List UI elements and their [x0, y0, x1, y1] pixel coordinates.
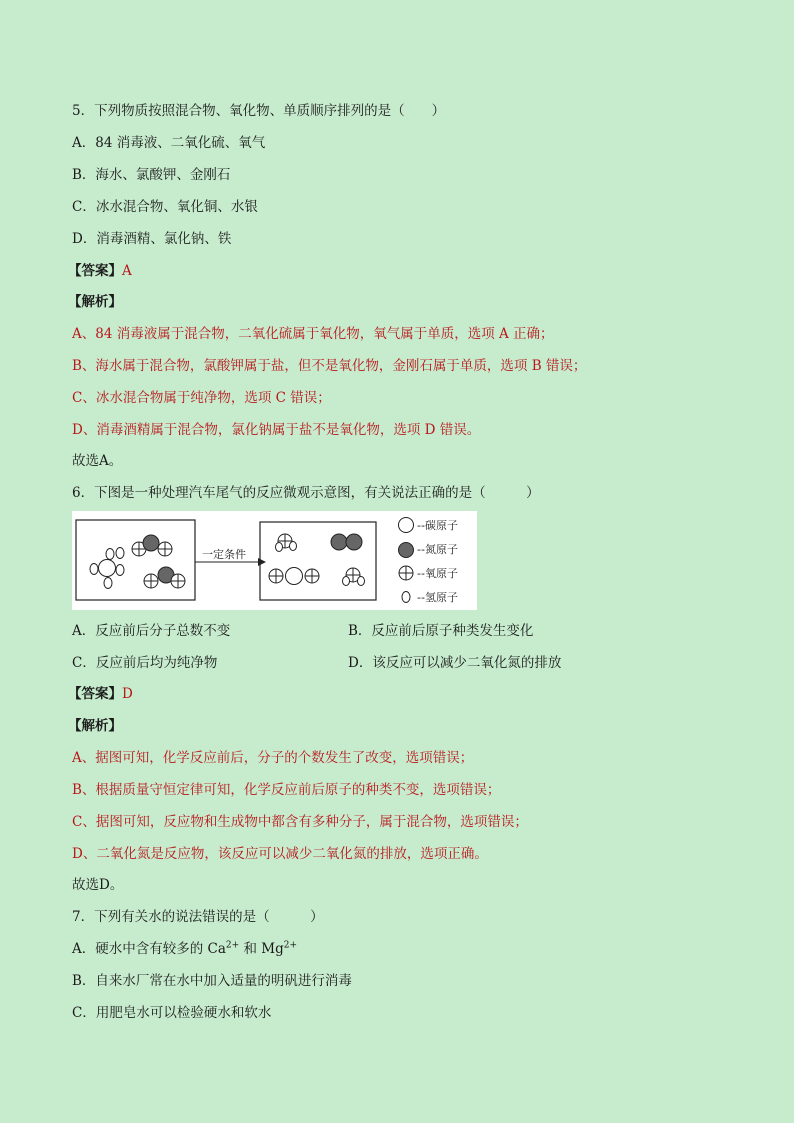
legend-carbon-icon — [399, 518, 414, 533]
legend-hydrogen-icon — [402, 592, 410, 603]
q6-option-b: B．反应前后原子种类发生变化 — [348, 623, 534, 639]
q6-option-c: C．反应前后均为纯净物 — [72, 655, 218, 671]
q7-option-a-mid: 和 Mg — [239, 941, 284, 957]
q7-option-a — [72, 940, 297, 958]
q5-analysis-c: C、冰水混合物属于纯净物，选项 C 错误； — [72, 390, 331, 406]
reactant-molecule-3 — [144, 567, 185, 588]
q5-option-a: A．84 消毒液、二氧化硫、氧气 — [72, 135, 266, 151]
q6-analysis-c: C、据图可知，反应物和生成物中都含有多种分子，属于混合物，选项错误； — [72, 814, 528, 830]
q5-stem: 5．下列物质按照混合物、氧化物、单质顺序排列的是（ ） — [72, 103, 446, 119]
q6-analysis-b: B、根据质量守恒定律可知，化学反应前后原子的种类不变，选项错误； — [72, 782, 501, 798]
product-water-1 — [276, 534, 297, 552]
q5-answer-value: A — [122, 263, 132, 279]
reactant-molecule-2 — [132, 535, 172, 556]
q6-analysis-a: A、据图可知，化学反应前后，分子的个数发生了改变，选项错误； — [72, 750, 474, 766]
q6-conclusion: 故选D。 — [72, 877, 124, 893]
q6-stem: 6．下图是一种处理汽车尾气的反应微观示意图，有关说法正确的是（ ） — [72, 485, 540, 501]
q5-conclusion: 故选A。 — [72, 453, 123, 469]
q5-option-b: B．海水、氯酸钾、金刚石 — [72, 167, 231, 183]
q6-answer-label: 【答案】 — [68, 686, 122, 702]
q5-answer — [68, 262, 132, 280]
legend-nitrogen-label: --氮原子 — [417, 543, 458, 556]
legend-oxygen-label: --氧原子 — [417, 567, 458, 580]
q7-stem: 7．下列有关水的说法错误的是（ ） — [72, 909, 324, 925]
products-box — [260, 522, 376, 600]
q5-analysis-d: D、消毒酒精属于混合物，氯化钠属于盐不是氧化物，选项 D 错误。 — [72, 422, 481, 438]
legend-nitrogen-icon — [399, 543, 414, 558]
q6-option-a: A．反应前后分子总数不变 — [72, 623, 231, 639]
product-water-2 — [343, 568, 365, 586]
reaction-diagram-svg — [72, 511, 477, 610]
q5-option-c: C．冰水混合物、氧化铜、水银 — [72, 199, 258, 215]
q7-option-a-sup2: 2+ — [283, 940, 298, 951]
product-co2 — [269, 568, 319, 585]
q7-option-a-sup1: 2+ — [225, 940, 240, 951]
q6-analysis-d: D、二氧化氮是反应物，该反应可以减少二氧化氮的排放，选项正确。 — [72, 846, 488, 862]
q7-option-a-prefix: A．硬水中含有较多的 Ca — [72, 941, 226, 957]
q5-option-d: D．消毒酒精、氯化钠、铁 — [72, 231, 232, 247]
reaction-diagram — [72, 511, 477, 610]
q6-answer-value: D — [122, 686, 133, 702]
legend-hydrogen-label: --氢原子 — [417, 591, 458, 604]
q5-analysis-label: 【解析】 — [68, 294, 122, 310]
reactant-molecule-1 — [90, 548, 124, 589]
product-n2 — [331, 534, 362, 550]
legend — [399, 518, 414, 603]
q7-option-c: C．用肥皂水可以检验硬水和软水 — [72, 1005, 272, 1021]
q5-analysis-b: B、海水属于混合物，氯酸钾属于盐，但不是氧化物，金刚石属于单质，选项 B 错误； — [72, 358, 587, 374]
arrow-head-icon — [258, 558, 266, 566]
q6-option-d: D．该反应可以减少二氧化氮的排放 — [348, 655, 562, 671]
q7-option-b: B．自来水厂常在水中加入适量的明矾进行消毒 — [72, 973, 352, 989]
q5-analysis-a: A、84 消毒液属于混合物，二氧化硫属于氧化物，氧气属于单质，选项 A 正确； — [72, 326, 554, 342]
reaction-condition: 一定条件 — [202, 548, 246, 561]
q6-answer — [68, 685, 133, 703]
q5-answer-label: 【答案】 — [68, 263, 122, 279]
q6-analysis-label: 【解析】 — [68, 718, 122, 734]
legend-carbon-label: --碳原子 — [417, 519, 458, 532]
